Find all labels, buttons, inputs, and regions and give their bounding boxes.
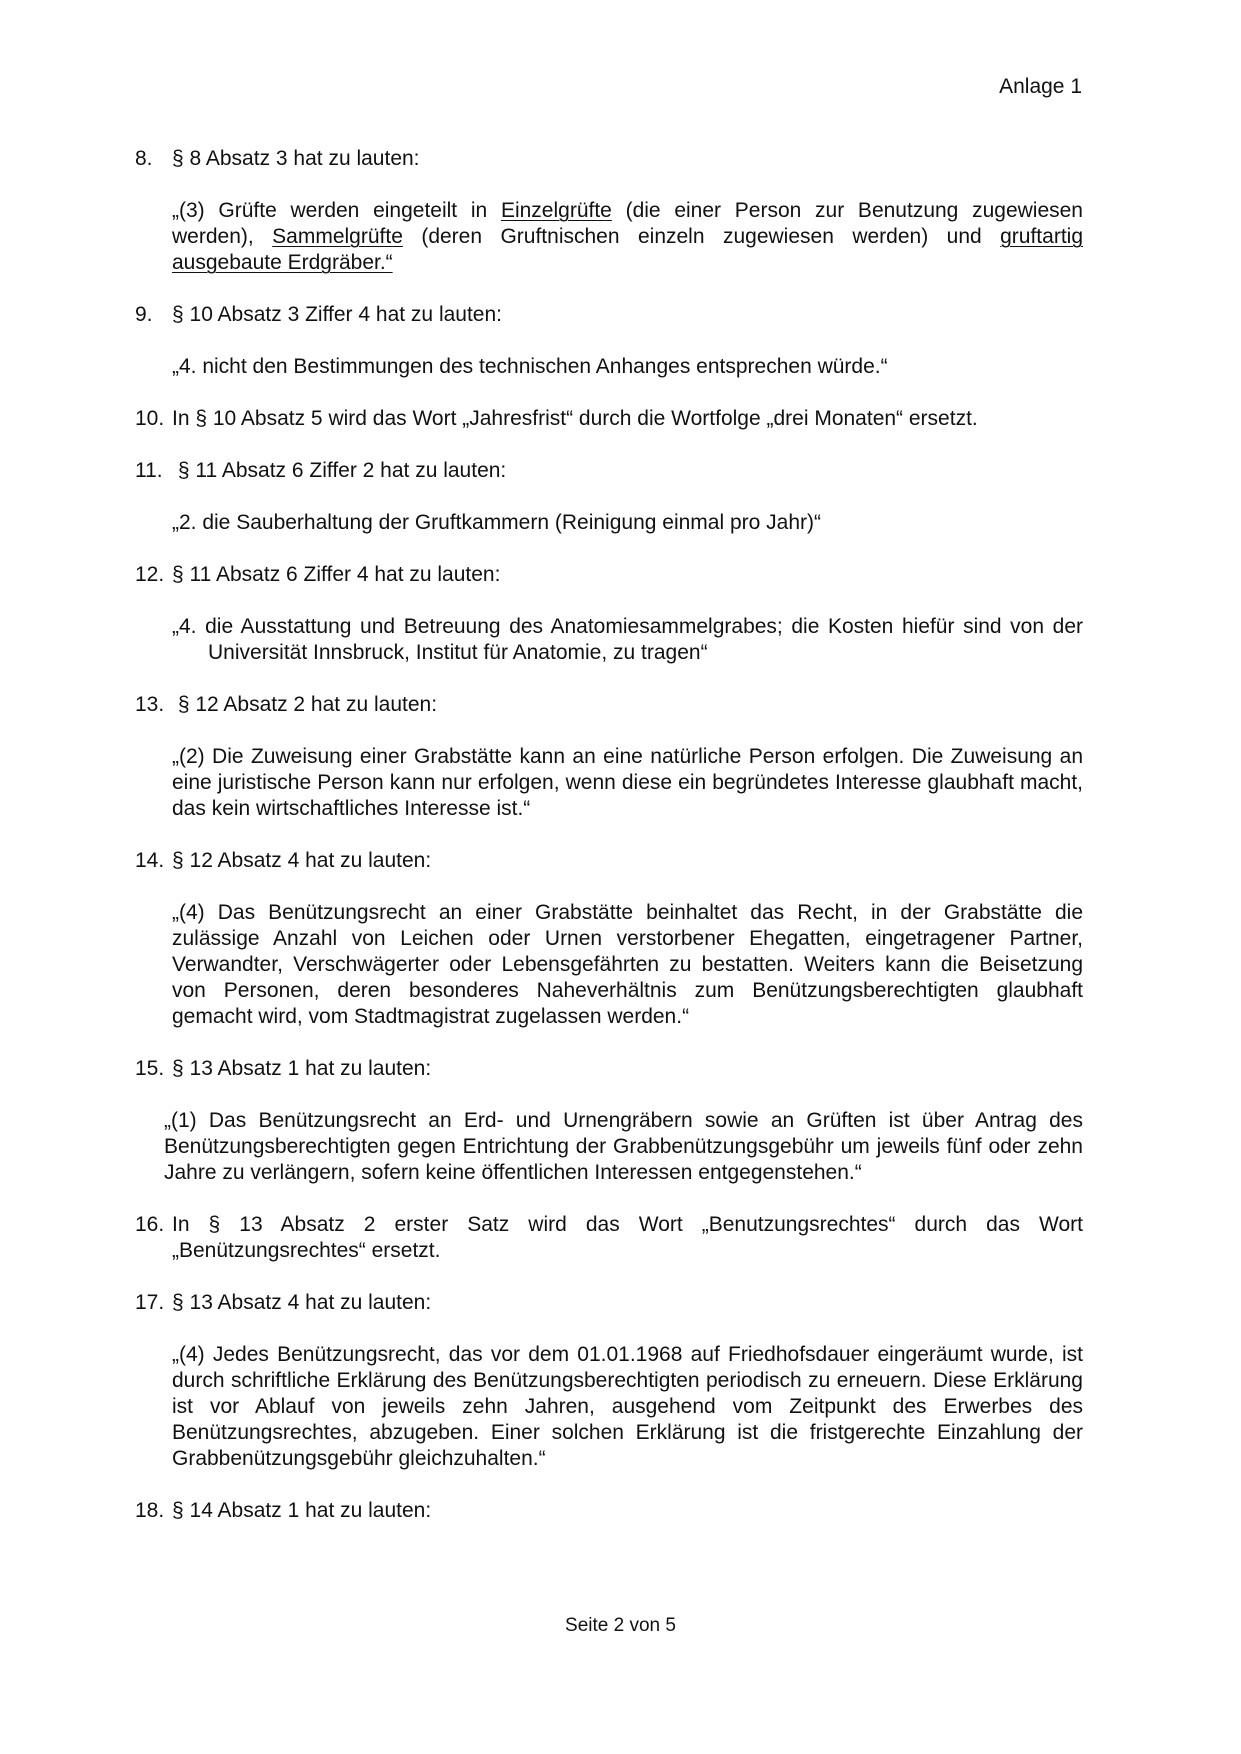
item-text: § 10 Absatz 3 Ziffer 4 hat zu lauten: [172, 303, 502, 326]
item-number: 12. [135, 563, 165, 586]
quoted-provision: „(4) Das Benützungsrecht an einer Grabstätte beinhaltet das Recht, in der Grabstätte die zulässige Anzahl von Leichen oder Urnen verstorbener Ehegatten, eingetragener Partner, Verwandter, Verschwägerter oder Lebensgefährten zu bestatten. Weiters kann die Beisetzung von Personen, deren besonderes Naheverhältnis zum Benützungsberechtigten glaubhaft gemacht wird, vom Stadtmagistrat zugelassen werden.“ [172, 901, 1083, 1028]
quoted-provision [135, 198, 1083, 276]
item-text: § 11 Absatz 6 Ziffer 4 hat zu lauten: [172, 563, 501, 586]
quote-text: (deren Gruftnischen einzeln zugewiesen werden) und [402, 225, 1001, 248]
list-item [135, 692, 1083, 718]
item-text: § 14 Absatz 1 hat zu lauten: [172, 1499, 432, 1522]
list-item [135, 458, 1083, 484]
item-text: § 11 Absatz 6 Ziffer 2 hat zu lauten: [172, 459, 507, 482]
quoted-provision: „(1) Das Benützungsrecht an Erd- und Urnengräbern sowie an Grüften ist über Antrag des Benützungsberechtigten gegen Entrichtung der Grabbenützungsgebühr um jeweils fünf oder zehn Jahre zu verlängern, sofern keine öffentlichen Interessen entgegenstehen.“ [164, 1109, 1083, 1184]
quoted-provision: „(2) Die Zuweisung einer Grabstätte kann an eine natürliche Person erfolgen. Die Zuweisung an eine juristische Person kann nur erfolgen, wenn diese ein begründetes Interesse glaubhaft macht, das kein wirtschaftliches Interesse ist.“ [172, 745, 1083, 820]
item-text: § 12 Absatz 4 hat zu lauten: [172, 849, 432, 872]
quoted-provision: „2. die Sauberhaltung der Gruftkammern (Reinigung einmal pro Jahr)“ [172, 511, 821, 534]
quoted-provision: „4. nicht den Bestimmungen des technischen Anhanges entsprechen würde.“ [172, 355, 888, 378]
item-number: 11. [135, 459, 163, 482]
item-text: § 12 Absatz 2 hat zu lauten: [172, 693, 438, 716]
quoted-provision: „(4) Jedes Benützungsrecht, das vor dem 01.01.1968 auf Friedhofsdauer eingeräumt wurde, ist durch schriftliche Erklärung des Benützungsberechtigten periodisch zu erneuern. Diese Erklärung ist vor Ablauf von jeweils zehn Jahren, ausgehend vom Zeitpunkt des Erwerbes des Benützungsrechtes, abzugeben. Einer solchen Erklärung ist die fristgerechte Einzahlung der Grabbenützungsgebühr gleichzuhalten.“ [172, 1343, 1083, 1470]
list-item [135, 1498, 1083, 1524]
quote-text: „(3) Grüfte werden eingeteilt in [172, 199, 501, 222]
page-number: Seite 2 von 5 [565, 1615, 676, 1636]
amendment-list [135, 146, 1083, 1524]
quote-text: (die einer Person zur Benutzung zugewiesen werden), [172, 199, 1083, 248]
list-item [135, 848, 1083, 874]
underlined-term: Einzelgrüfte [500, 199, 612, 222]
item-number: 8. [135, 147, 153, 170]
list-item [135, 1212, 1083, 1264]
underlined-term: Sammelgrüfte [272, 225, 403, 248]
list-item [135, 302, 1083, 328]
item-number: 10. [135, 407, 165, 430]
annex-label: Anlage 1 [999, 75, 1082, 98]
item-text: In § 13 Absatz 2 erster Satz wird das Wort „Benutzungsrechtes“ durch das Wort „Benützungsrechtes“ ersetzt. [172, 1213, 1083, 1262]
list-item [135, 1290, 1083, 1316]
item-number: 17. [135, 1291, 165, 1314]
list-item [135, 406, 1083, 432]
list-item [135, 146, 1083, 172]
item-text: § 8 Absatz 3 hat zu lauten: [172, 147, 420, 170]
item-number: 14. [135, 849, 165, 872]
item-number: 15. [135, 1057, 165, 1080]
underlined-term: gruftartig ausgebaute Erdgräber.“ [172, 225, 1083, 274]
item-number: 13. [135, 693, 165, 716]
item-text: § 13 Absatz 1 hat zu lauten: [172, 1057, 432, 1080]
list-item [135, 1056, 1083, 1082]
item-number: 9. [135, 303, 153, 326]
list-item [135, 562, 1083, 588]
item-text: In § 10 Absatz 5 wird das Wort „Jahresfrist“ durch die Wortfolge „drei Monaten“ ersetzt. [172, 407, 978, 430]
quoted-provision: „4. die Ausstattung und Betreuung des Anatomiesammelgrabes; die Kosten hiefür sind von der Universität Innsbruck, Institut für Anatomie, zu tragen“ [172, 615, 1083, 664]
item-number: 18. [135, 1499, 165, 1522]
item-text: § 13 Absatz 4 hat zu lauten: [172, 1291, 432, 1314]
item-number: 16. [135, 1213, 165, 1236]
